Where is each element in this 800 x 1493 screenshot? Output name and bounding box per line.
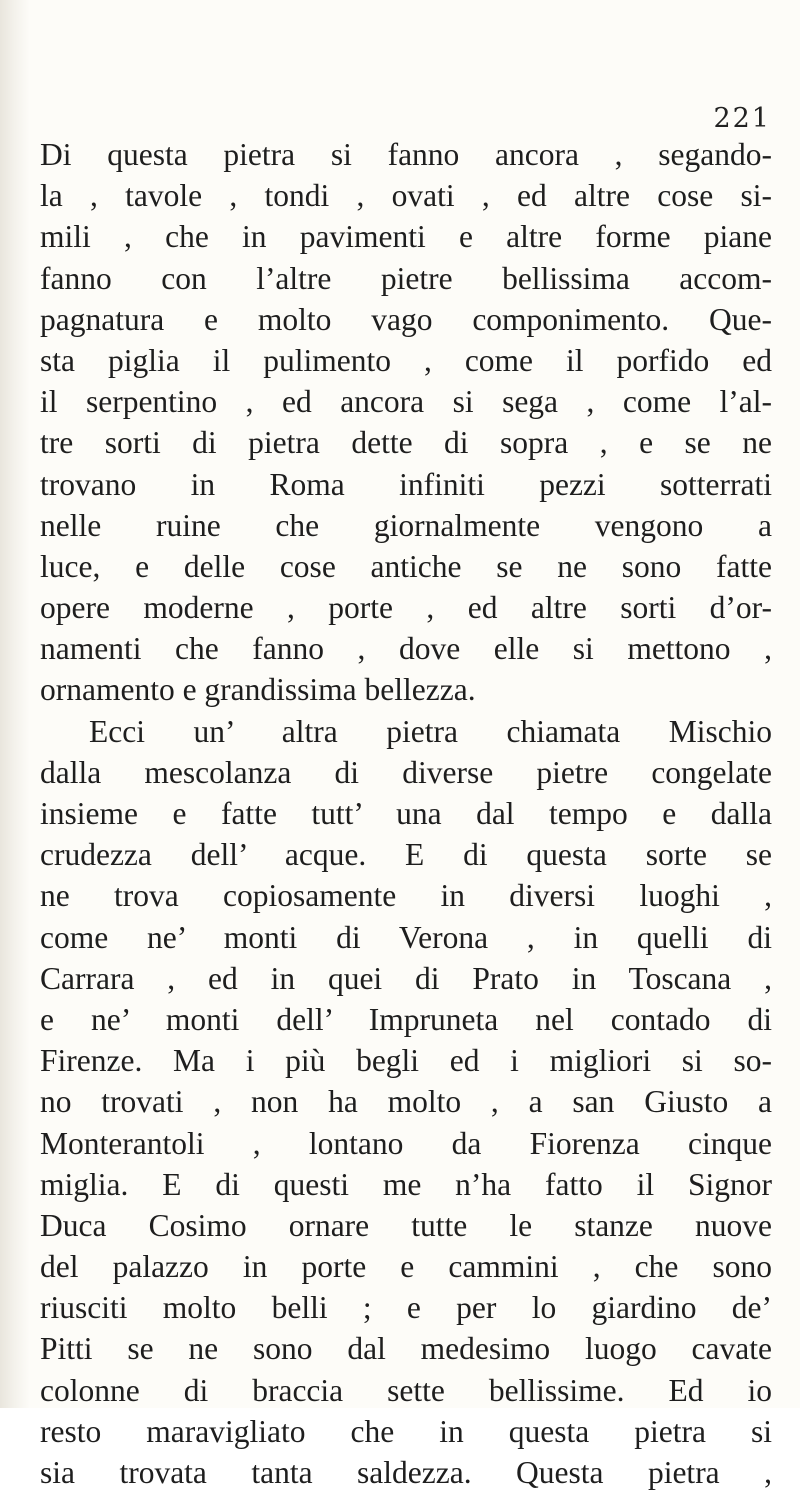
text-line: dalla mescolanza di diverse pietre congelate	[40, 754, 772, 790]
text-line: mili , che in pavimenti e altre forme piane	[40, 219, 772, 255]
text-line: Carrara , ed in quei di Prato in Toscana ,	[40, 960, 772, 996]
text-line: e ne’ monti dell’ Impruneta nel contado di	[40, 1001, 772, 1037]
text-line: come ne’ monti di Verona , in quelli di	[40, 919, 772, 955]
text-line: Di questa pietra si fanno ancora , segando-	[40, 137, 772, 172]
text-line: opere moderne , porte , ed altre sorti d’or-	[40, 590, 772, 626]
text-line: Firenze. Ma i più begli ed i migliori si so-	[40, 1043, 772, 1079]
text-line: luce, e delle cose antiche se ne sono fatte	[40, 548, 772, 584]
text-line: no trovati , non ha molto , a san Giusto a	[40, 1084, 772, 1120]
text-line: tre sorti di pietra dette di sopra , e se ne	[40, 425, 772, 461]
text-line: sta piglia il pulimento , come il porfido ed	[40, 342, 772, 378]
text-line: Ecci un’ altra pietra chiamata Mischio	[89, 713, 772, 749]
text-line: nelle ruine che giornalmente vengono a	[40, 507, 772, 543]
text-line: Duca Cosimo ornare tutte le stanze nuove	[40, 1207, 772, 1243]
text-line: resto maravigliato che in questa pietra si	[40, 1413, 772, 1449]
text-line: crudezza dell’ acque. E di questa sorte se	[40, 837, 772, 873]
text-line: Monterantoli , lontano da Fiorenza cinque	[40, 1125, 772, 1161]
text-line: la , tavole , tondi , ovati , ed altre cose si-	[40, 178, 772, 214]
text-line: colonne di braccia sette bellissime. Ed io	[40, 1372, 772, 1408]
page-number: 221	[713, 103, 771, 134]
text-line: ne trova copiosamente in diversi luoghi ,	[40, 878, 772, 914]
text-line: pagnatura e molto vago componimento. Que-	[40, 301, 772, 337]
text-line: fanno con l’altre pietre bellissima accom-	[40, 260, 772, 296]
text-line: miglia. E di questi me n’ha fatto il Signor	[40, 1166, 772, 1202]
text-line: del palazzo in porte e cammini , che sono	[40, 1249, 772, 1285]
text-line: riusciti molto belli ; e per lo giardino de’	[40, 1290, 772, 1326]
text-line: il serpentino , ed ancora si sega , come l’al-	[40, 384, 772, 420]
text-line: trovano in Roma infiniti pezzi sotterrati	[40, 466, 772, 502]
text-line: namenti che fanno , dove elle si mettono ,	[40, 631, 772, 667]
page-gutter-shadow	[0, 0, 30, 1408]
text-line: sia trovata tanta saldezza. Questa pietra ,	[40, 1455, 772, 1490]
text-line: insieme e fatte tutt’ una dal tempo e dalla	[40, 796, 772, 831]
text-line: Pitti se ne sono dal medesimo luogo cavate	[40, 1331, 772, 1367]
body-text	[40, 134, 772, 1493]
text-line: ornamento e grandissima bellezza.	[40, 672, 476, 708]
